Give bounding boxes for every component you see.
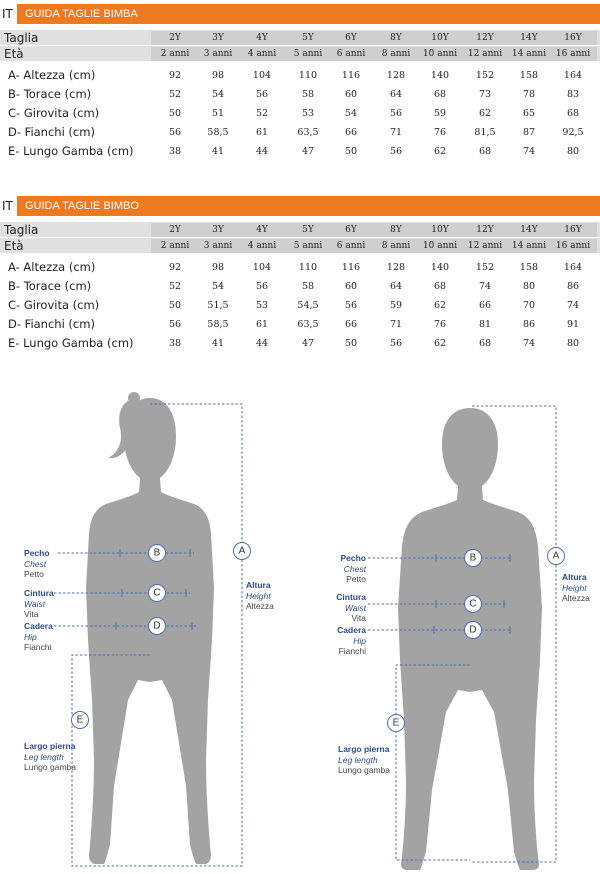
girls-measure-row-cell: 59	[433, 108, 447, 119]
boys-age-row-cell: 6 anni	[327, 239, 375, 253]
boys-measure-row-cell: 52	[168, 281, 182, 292]
girls-age-row-cell: 2 anni	[151, 47, 199, 61]
girls-measure-row-cell: 87	[522, 127, 536, 138]
boys-measure-row-cell: 128	[386, 262, 406, 273]
girl-marker-d	[149, 618, 166, 635]
girls-measure-row-cell: 68	[566, 108, 580, 119]
boys-age-row-cell: 16 anni	[549, 239, 597, 253]
boys-measure-row-cell: 54,5	[297, 300, 319, 311]
girl-height-label: Altura Height Altezza	[246, 580, 274, 611]
girls-measure-row-cell: 51	[211, 108, 225, 119]
girls-age-row-cell: 10 anni	[416, 47, 464, 61]
boys-measure-row-label: E- Lungo Gamba (cm)	[8, 336, 134, 350]
girls-measure-row-cell: 56	[168, 127, 182, 138]
girls-measure-row-cell: 53	[301, 108, 315, 119]
girls-measure-row-label: A- Altezza (cm)	[8, 68, 96, 82]
girls-measure-row-cell: 52	[168, 89, 182, 100]
girls-age-row-cell: 12 anni	[461, 47, 509, 61]
boy-waist-label: Cintura Waist Vita	[336, 592, 366, 623]
boys-measure-row-cell: 63,5	[297, 319, 319, 330]
boys-measure-row-cell: 56	[255, 281, 269, 292]
boy-height-label: Altura Height Altezza	[562, 572, 590, 603]
boy-chest-label: Pecho Chest Petto	[340, 553, 366, 584]
boys-size-row-cell: 10Y	[416, 223, 464, 237]
girls-measure-row-cell: 56	[255, 89, 269, 100]
boys-measure-row-cell: 59	[389, 300, 403, 311]
girls-age-row-label: Età	[4, 47, 24, 61]
boys-age-row-cell: 14 anni	[505, 239, 553, 253]
girls-lang-label: IT	[0, 4, 17, 24]
boys-measure-row-cell: 56	[389, 338, 403, 349]
girls-measure-row-cell: 38	[168, 146, 182, 157]
girls-measure-row-cell: 63,5	[297, 127, 319, 138]
girls-measure-row-cell: 58	[301, 89, 315, 100]
girls-measure-row-cell: 164	[563, 70, 583, 81]
boys-age-row-cell: 4 anni	[238, 239, 286, 253]
girls-measure-row-cell: 81,5	[474, 127, 496, 138]
boys-size-row-label: Taglia	[4, 223, 39, 237]
girls-measure-row-cell: 78	[522, 89, 536, 100]
boys-measure-row-cell: 66	[344, 319, 358, 330]
girls-measure-row-cell: 58,5	[207, 127, 229, 138]
boys-size-row-cell: 14Y	[505, 223, 553, 237]
girls-measure-row-cell: 104	[252, 70, 272, 81]
boy-marker-a	[548, 548, 565, 565]
girl-marker-a	[234, 543, 251, 560]
boys-age-row-label: Età	[4, 239, 24, 253]
boys-title: GUIDA TAGLIE BIMBO	[25, 200, 139, 212]
boys-measure-row-cell: 158	[519, 262, 539, 273]
girls-size-row-label: Taglia	[4, 31, 39, 45]
girls-age-row-cell: 8 anni	[372, 47, 420, 61]
svg-text:C: C	[153, 587, 161, 599]
girls-measure-row-cell: 41	[211, 146, 225, 157]
girls-size-row-cell: 3Y	[194, 31, 242, 45]
girls-age-row-cell: 16 anni	[549, 47, 597, 61]
boys-measure-row-cell: 80	[522, 281, 536, 292]
boys-size-row-cell: 16Y	[549, 223, 597, 237]
boys-size-row-cell: 6Y	[327, 223, 375, 237]
svg-text:E: E	[392, 717, 400, 729]
boys-measure-row-cell: 86	[566, 281, 580, 292]
boys-measure-row-cell: 51,5	[207, 300, 229, 311]
boys-measure-row-cell: 50	[168, 300, 182, 311]
girls-measure-row-cell: 116	[341, 70, 361, 81]
girl-hip-label: Cadera Hip Fianchi	[24, 621, 53, 652]
boys-measure-row-label: A- Altezza (cm)	[8, 260, 96, 274]
girls-age-row-cell: 4 anni	[238, 47, 286, 61]
girls-measure-row-cell: 61	[255, 127, 269, 138]
girls-measure-row-cell: 68	[433, 89, 447, 100]
boys-measure-row-cell: 54	[211, 281, 225, 292]
girls-measure-row-cell: 64	[389, 89, 403, 100]
boys-age-row-cell: 5 anni	[284, 239, 332, 253]
girls-size-row-cell: 4Y	[238, 31, 286, 45]
boys-measure-row-label: B- Torace (cm)	[8, 279, 92, 293]
boys-measure-row-cell: 47	[301, 338, 315, 349]
boys-measure-row-cell: 68	[433, 281, 447, 292]
svg-text:D: D	[469, 624, 477, 636]
girls-measure-row-cell: 52	[255, 108, 269, 119]
boys-measure-row-cell: 86	[522, 319, 536, 330]
girls-measure-row-cell: 54	[344, 108, 358, 119]
boys-measure-row-cell: 66	[478, 300, 492, 311]
girls-measure-row-cell: 110	[298, 70, 318, 81]
girls-measure-row-cell: 158	[519, 70, 539, 81]
boy-marker-c	[465, 596, 482, 613]
girls-measure-row-cell: 60	[344, 89, 358, 100]
girls-measure-row-label: E- Lungo Gamba (cm)	[8, 144, 134, 158]
boys-measure-row-label: D- Fianchi (cm)	[8, 317, 95, 331]
svg-text:B: B	[469, 552, 477, 564]
girls-measure-row-cell: 83	[566, 89, 580, 100]
boys-measure-row-cell: 53	[255, 300, 269, 311]
boys-measure-row-cell: 164	[563, 262, 583, 273]
girls-measure-row-cell: 92	[168, 70, 182, 81]
boys-measure-row-cell: 140	[430, 262, 450, 273]
girl-leg-label: Largo pierna Leg length Lungo gamba	[24, 741, 76, 772]
boys-measure-row-cell: 91	[566, 319, 580, 330]
boys-size-row-cell: 12Y	[461, 223, 509, 237]
girls-measure-row-cell: 44	[255, 146, 269, 157]
girls-measure-row-cell: 54	[211, 89, 225, 100]
girls-measure-row-cell: 47	[301, 146, 315, 157]
girls-measure-row-cell: 62	[478, 108, 492, 119]
boys-size-row-cell: 2Y	[151, 223, 199, 237]
boys-measure-row-cell: 60	[344, 281, 358, 292]
girls-size-row-cell: 2Y	[151, 31, 199, 45]
boy-marker-e	[388, 715, 405, 732]
girls-measure-row-cell: 152	[475, 70, 495, 81]
girls-age-row-cell: 14 anni	[505, 47, 553, 61]
boys-lang-label: IT	[0, 196, 17, 216]
boys-measure-row-cell: 41	[211, 338, 225, 349]
girls-measure-row-cell: 76	[433, 127, 447, 138]
svg-text:A: A	[238, 545, 246, 557]
boys-measure-row-cell: 74	[478, 281, 492, 292]
girls-measure-row-cell: 71	[389, 127, 403, 138]
boys-measure-row-cell: 76	[433, 319, 447, 330]
boys-measure-row-cell: 61	[255, 319, 269, 330]
svg-text:E: E	[76, 714, 84, 726]
boys-size-row-cell: 5Y	[284, 223, 332, 237]
girls-measure-row-label: D- Fianchi (cm)	[8, 125, 95, 139]
boys-measure-row-cell: 68	[478, 338, 492, 349]
girl-marker-e	[72, 712, 89, 729]
girls-size-row-cell: 8Y	[372, 31, 420, 45]
boys-measure-row-cell: 56	[168, 319, 182, 330]
girl-marker-c	[149, 585, 166, 602]
girls-title: GUIDA TAGLIE BIMBA	[25, 8, 138, 20]
svg-text:B: B	[153, 547, 161, 559]
boys-age-row-cell: 12 anni	[461, 239, 509, 253]
boys-age-row-cell: 3 anni	[194, 239, 242, 253]
girl-waist-label: Cintura Waist Vita	[24, 588, 54, 619]
girls-age-row-cell: 5 anni	[284, 47, 332, 61]
girls-measure-row-cell: 62	[433, 146, 447, 157]
boys-measure-row-cell: 62	[433, 338, 447, 349]
girls-measure-row-label: B- Torace (cm)	[8, 87, 92, 101]
boys-measure-row-cell: 74	[566, 300, 580, 311]
boys-measure-row-cell: 80	[566, 338, 580, 349]
boys-measure-row-cell: 98	[211, 262, 225, 273]
girls-measure-row-cell: 74	[522, 146, 536, 157]
boys-measure-row-cell: 62	[433, 300, 447, 311]
boys-measure-row-cell: 50	[344, 338, 358, 349]
girls-measure-row-cell: 92,5	[562, 127, 584, 138]
boys-measure-row-cell: 58	[301, 281, 315, 292]
boys-measure-row-cell: 92	[168, 262, 182, 273]
girls-measure-row-cell: 140	[430, 70, 450, 81]
svg-text:D: D	[153, 620, 161, 632]
girls-measure-row-label: C- Girovita (cm)	[8, 106, 100, 120]
boys-measure-row-cell: 58,5	[207, 319, 229, 330]
boys-measure-row-cell: 44	[255, 338, 269, 349]
girls-size-row-cell: 14Y	[505, 31, 553, 45]
boys-measure-row-cell: 70	[522, 300, 536, 311]
boys-measure-row-cell: 110	[298, 262, 318, 273]
girls-size-row-cell: 6Y	[327, 31, 375, 45]
boy-leg-label: Largo pierna Leg length Lungo gamba	[338, 744, 390, 775]
girls-measure-row-cell: 56	[389, 108, 403, 119]
girls-measure-row-cell: 65	[522, 108, 536, 119]
girls-measure-row-cell: 98	[211, 70, 225, 81]
boy-hip-label: Cadera Hip Fianchi	[337, 625, 366, 656]
girls-size-row-cell: 5Y	[284, 31, 332, 45]
girls-size-row-cell: 12Y	[461, 31, 509, 45]
girls-size-row-cell: 10Y	[416, 31, 464, 45]
boys-measure-row-cell: 56	[344, 300, 358, 311]
girl-chest-label: Pecho Chest Petto	[24, 548, 50, 579]
girls-measure-row-cell: 128	[386, 70, 406, 81]
girls-measure-row-cell: 56	[389, 146, 403, 157]
boys-age-row-cell: 8 anni	[372, 239, 420, 253]
girls-measure-row-cell: 80	[566, 146, 580, 157]
svg-text:C: C	[469, 598, 477, 610]
girls-measure-row-cell: 68	[478, 146, 492, 157]
boys-measure-row-cell: 71	[389, 319, 403, 330]
girls-measure-row-cell: 66	[344, 127, 358, 138]
boy-marker-d	[465, 622, 482, 639]
boys-measure-row-cell: 38	[168, 338, 182, 349]
boy-marker-b	[465, 550, 482, 567]
boys-size-row-cell: 8Y	[372, 223, 420, 237]
girls-measure-row-cell: 73	[478, 89, 492, 100]
boy-silhouette	[398, 408, 542, 870]
boys-age-row-cell: 2 anni	[151, 239, 199, 253]
boys-age-row-cell: 10 anni	[416, 239, 464, 253]
boys-measure-row-cell: 116	[341, 262, 361, 273]
girls-age-row-cell: 6 anni	[327, 47, 375, 61]
girls-age-row-cell: 3 anni	[194, 47, 242, 61]
boys-size-row-cell: 4Y	[238, 223, 286, 237]
boys-measure-row-cell: 74	[522, 338, 536, 349]
boys-measure-row-cell: 64	[389, 281, 403, 292]
girl-marker-b	[149, 545, 166, 562]
boys-measure-row-cell: 152	[475, 262, 495, 273]
girls-measure-row-cell: 50	[344, 146, 358, 157]
svg-text:A: A	[552, 550, 560, 562]
boys-measure-row-label: C- Girovita (cm)	[8, 298, 100, 312]
boys-measure-row-cell: 81	[478, 319, 492, 330]
girls-size-row-cell: 16Y	[549, 31, 597, 45]
girls-measure-row-cell: 50	[168, 108, 182, 119]
boys-size-row-cell: 3Y	[194, 223, 242, 237]
boys-measure-row-cell: 104	[252, 262, 272, 273]
